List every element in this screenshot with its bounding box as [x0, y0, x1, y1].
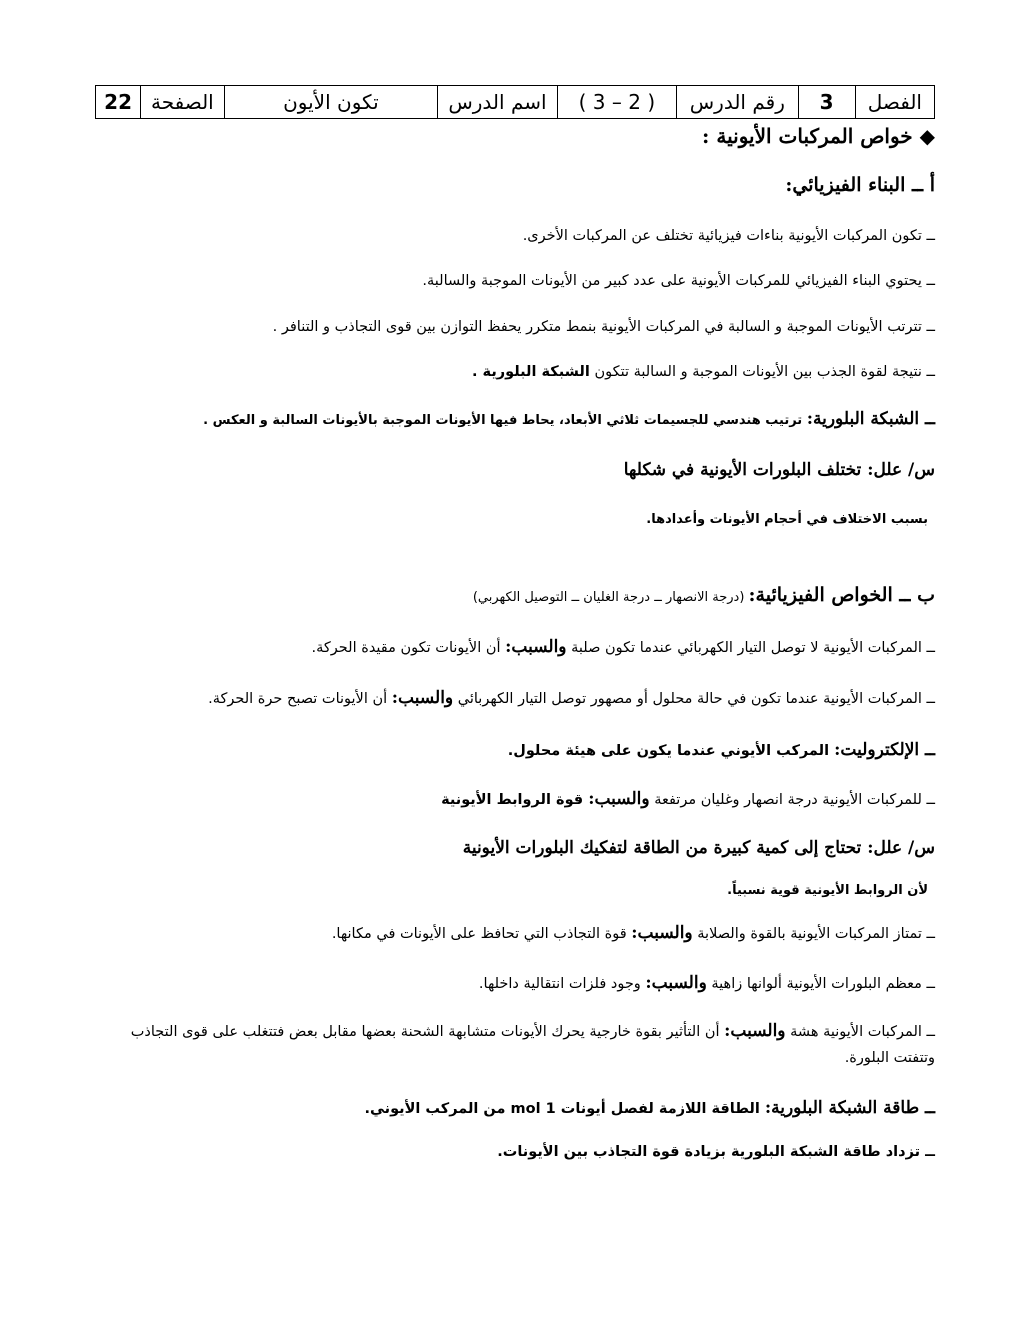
electrolyte-term: ــ الإلكتروليت: [834, 740, 935, 760]
lattice-energy-definition [105, 1098, 935, 1118]
question-1: س/ علل: تختلف البلورات الأيونية في شكلها [623, 460, 935, 480]
section-b-line-5 [105, 973, 935, 993]
answer-2: لأن الروابط الأيونية قوية نسبياً. [727, 883, 928, 898]
section-b-line-6 [105, 1018, 935, 1071]
section-b-line-2 [105, 688, 935, 708]
lattice-term: ــ الشبكة البلورية: [806, 409, 935, 429]
electrolyte-definition [105, 740, 935, 760]
section-b-heading [105, 584, 935, 606]
chapter-number: 3 [798, 86, 855, 119]
lesson-number: ( 2 – 3 ) [557, 86, 676, 119]
l1-reason: أن الأيونات تكون مقيدة الحركة. [311, 640, 506, 656]
lesson-header-table [95, 85, 935, 119]
section-b-title: ب ــ الخواص الفيزيائية: [748, 584, 935, 606]
section-b-line-1 [105, 637, 935, 657]
l3-reason: قوة الروابط الأيونية [441, 792, 589, 808]
reason-label: والسبب: [631, 923, 693, 943]
l6-reason: أن التأثير بقوة خارجية يحرك الأيونات متشابهة الشحنة بعضها مقابل بعض فتتغلب على قوى التجاذب وتتفتت البلورة. [130, 1024, 935, 1066]
l5-text: ــ معظم البلورات الأيونية ألوانها زاهية [706, 976, 935, 992]
l2-text: ــ المركبات الأيونية عندما تكون في حالة محلول أو مصهور توصل التيار الكهربائي [453, 691, 935, 707]
l1-text: ــ المركبات الأيونية لا توصل التيار الكهربائي عندما تكون صلبة [566, 640, 935, 656]
l4-reason: قوة التجاذب التي تحافظ على الأيونات في مكانها. [331, 926, 632, 942]
section-b-line-3 [105, 789, 935, 809]
section-b-line-7: ــ تزداد طاقة الشبكة البلورية بزيادة قوة التجاذب بين الأيونات. [497, 1144, 935, 1160]
reason-label: والسبب: [505, 637, 567, 657]
lesson-number-label: رقم الدرس [677, 86, 798, 119]
l4-text: ــ تمتاز المركبات الأيونية بالقوة والصلابة [692, 926, 935, 942]
section-a-line-2: ــ يحتوي البناء الفيزيائي للمركبات الأيونية على عدد كبير من الأيونات الموجبة والسالبة. [422, 273, 935, 289]
line-4-text: ــ نتيجة لقوة الجذب بين الأيونات الموجبة و السالبة تتكون [589, 364, 935, 380]
section-a-line-4 [105, 364, 935, 380]
lesson-name-label: اسم الدرس [438, 86, 557, 119]
question-2: س/ علل: تحتاج إلى كمية كبيرة من الطاقة لتفكيك البلورات الأيونية [462, 838, 935, 858]
reason-label: والسبب: [588, 789, 650, 809]
lattice-definition [105, 409, 935, 429]
page-number: 22 [96, 86, 141, 119]
lattice-energy-term: ــ طاقة الشبكة البلورية: [764, 1098, 935, 1118]
section-a-line-1: ــ تكون المركبات الأيونية بناءات فيزيائية تختلف عن المركبات الأخرى. [522, 228, 935, 244]
section-b-note: (درجة الانصهار ــ درجة الغليان ــ التوصيل الكهربي) [472, 590, 749, 605]
section-b-line-4 [105, 923, 935, 943]
l5-reason: وجود فلزات انتقالية داخلها. [478, 976, 646, 992]
electrolyte-def: المركب الأيوني عندما يكون على هيئة محلول. [507, 743, 835, 759]
l3-text: ــ للمركبات الأيونية درجة انصهار وغليان مرتفعة [649, 792, 935, 808]
page-label: الصفحة [141, 86, 224, 119]
reason-label: والسبب: [645, 973, 707, 993]
lesson-name: تكون الأيون [224, 86, 438, 119]
lattice-def-text: ترتيب هندسي للجسيمات ثلاثي الأبعاد، يحاط فيها الأيونات الموجبة بالأيونات السالبة و العكس . [203, 413, 807, 428]
chapter-label: الفصل [855, 86, 934, 119]
l2-reason: أن الأيونات تصبح حرة الحركة. [208, 691, 392, 707]
page-title: ◆ خواص المركبات الأيونية : [702, 124, 935, 148]
reason-label: والسبب: [724, 1021, 786, 1041]
answer-1: بسبب الاختلاف في أحجام الأيونات وأعدادها. [646, 512, 928, 527]
l6-text: ــ المركبات الأيونية هشة [785, 1024, 935, 1040]
lattice-energy-def: الطاقة اللازمة لفصل أيونات 1 mol من المركب الأيوني. [364, 1101, 765, 1117]
section-a-line-3: ــ تترتب الأيونات الموجبة و السالبة في المركبات الأيونية بنمط متكرر يحفظ التوازن بين قوى التجاذب و التنافر . [272, 319, 935, 335]
reason-label: والسبب: [391, 688, 454, 708]
lattice-highlight: الشبكة البلورية . [471, 364, 590, 380]
section-a-heading: أ ــ البناء الفيزيائي: [785, 174, 935, 196]
